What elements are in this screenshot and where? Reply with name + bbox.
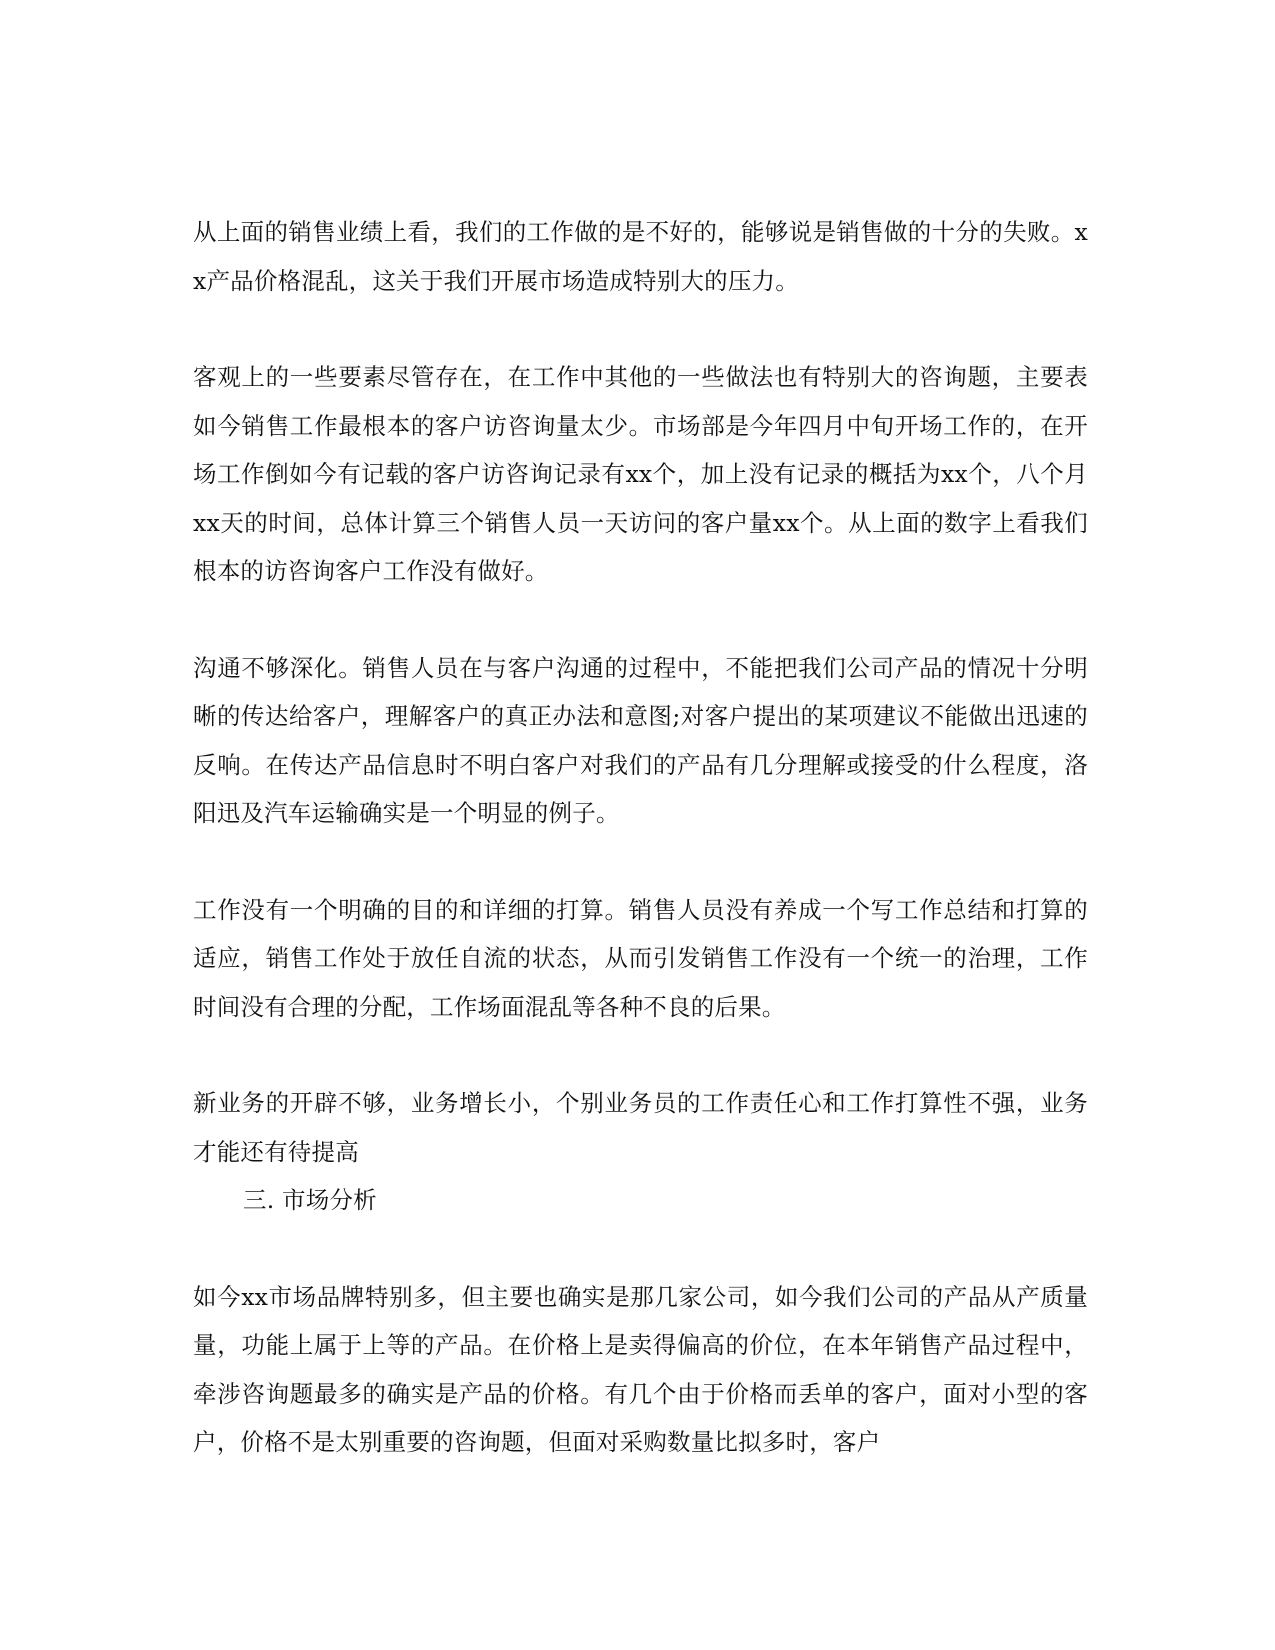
paragraph-work-planning: 工作没有一个明确的目的和详细的打算。销售人员没有养成一个写工作总结和打算的适应，销售工作处于放任自流的状态，从而引发销售工作没有一个统一的治理，工作时间没有合理的分配，工作场面混乱等各种不良的后果。 (193, 895, 1088, 1021)
paragraph-customer-visits: 客观上的一些要素尽管存在，在工作中其他的一些做法也有特别大的咨询题，主要表如今销售工作最根本的客户访咨询量太少。市场部是今年四月中旬开场工作的，在开场工作倒如今有记载的客户访咨询记录有xx个，加上没有记录的概括为xx个，八个月xx天的时间，总体计算三个销售人员一天访问的客户量xx个。从上面的数字上看我们根本的访咨询客户工作没有做好。 (193, 363, 1088, 585)
paragraph-new-business: 新业务的开辟不够，业务增长小，个别业务员的工作责任心和工作打算性不强，业务才能还有待提高 (193, 1089, 1088, 1166)
paragraph-communication: 沟通不够深化。销售人员在与客户沟通的过程中，不能把我们公司产品的情况十分明晰的传达给客户，理解客户的真正办法和意图;对客户提出的某项建议不能做出迅速的反响。在传达产品信息时不明白客户对我们的产品有几分理解或接受的什么程度，洛阳迅及汽车运输确实是一个明显的例子。 (193, 653, 1088, 827)
paragraph-market-brands: 如今xx市场品牌特别多，但主要也确实是那几家公司，如今我们公司的产品从产质量量，功能上属于上等的产品。在价格上是卖得偏高的价位，在本年销售产品过程中，牵涉咨询题最多的确实是产品的价格。有几个由于价格而丢单的客户，面对小型的客户，价格不是太别重要的咨询题，但面对采购数量比拟多时，客户 (193, 1282, 1088, 1456)
paragraph-sales-performance: 从上面的销售业绩上看，我们的工作做的是不好的，能够说是销售做的十分的失败。xx产品价格混乱，这关于我们开展市场造成特别大的压力。 (193, 218, 1088, 295)
section-heading-market-analysis: 三. 市场分析 (243, 1186, 377, 1214)
document-body (193, 208, 1088, 1515)
